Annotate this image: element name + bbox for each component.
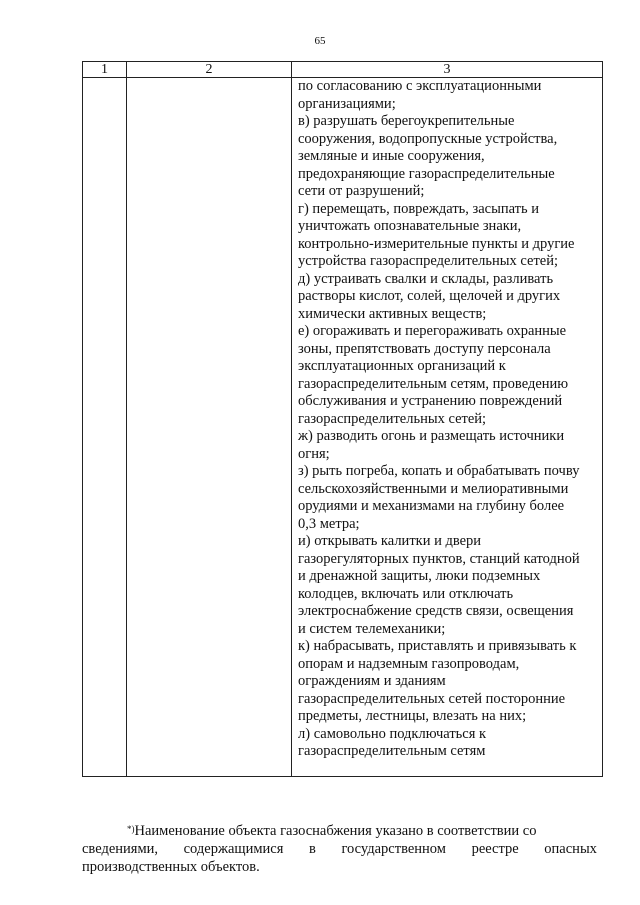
table-cell-col2 xyxy=(127,78,292,777)
text-line: химически активных веществ; xyxy=(298,305,487,322)
text-line: газорегуляторных пунктов, станций катодной xyxy=(298,550,580,567)
footnote-word: реестре xyxy=(471,841,519,857)
text-line: газораспределительным сетям xyxy=(298,743,486,759)
text-line: зоны, препятствовать доступу персонала xyxy=(298,340,551,357)
footnote-word: государственном xyxy=(341,841,446,857)
text-line: д) устраивать свалки и склады, разливать xyxy=(298,270,554,287)
footnote-line-1 xyxy=(82,822,597,840)
column-header-3: 3 xyxy=(292,62,603,78)
table-cell-col1 xyxy=(83,78,127,777)
page-number: 65 xyxy=(314,35,326,47)
text-line: электроснабжение средств связи, освещения xyxy=(298,603,574,619)
prohibitions-text xyxy=(298,78,598,761)
text-line: и систем телемеханики; xyxy=(298,620,446,637)
footnote-mark: *) xyxy=(127,824,135,834)
text-line: в) разрушать берегоукрепительные xyxy=(298,113,515,129)
text-line: 0,3 метра; xyxy=(298,515,360,532)
footnote-word: в xyxy=(309,841,316,857)
footnote-word: сведениями, xyxy=(82,841,159,857)
text-line: контрольно-измерительные пункты и другие xyxy=(298,235,575,252)
footnote-line-3 xyxy=(82,858,597,876)
text-line: газораспределительных сетей; xyxy=(298,410,487,427)
text-line: и дренажной защиты, люки подземных xyxy=(298,568,541,584)
text-line: сельскохозяйственными и мелиоративными xyxy=(298,480,569,497)
text-line: устройства газораспределительных сетей; xyxy=(298,253,559,269)
footnote-text-line-3: производственных объектов. xyxy=(82,859,260,875)
footnote xyxy=(82,822,597,876)
text-line: ж) разводить огонь и размещать источники xyxy=(298,428,565,444)
text-line: земляные и иные сооружения, xyxy=(298,148,485,164)
text-line: г) перемещать, повреждать, засыпать и xyxy=(298,200,540,217)
text-line: колодцев, включать или отключать xyxy=(298,585,514,602)
table-header-row xyxy=(83,62,603,78)
document-table xyxy=(82,61,603,777)
text-line: газораспределительным сетям, проведению xyxy=(298,375,569,392)
text-line: опорам и надземным газопроводам, xyxy=(298,655,520,672)
footnote-word: содержащимися xyxy=(183,841,284,857)
text-line: эксплуатационных организаций к xyxy=(298,358,506,374)
text-line: и) открывать калитки и двери xyxy=(298,533,482,549)
text-line: огня; xyxy=(298,445,330,462)
text-line: л) самовольно подключаться к xyxy=(298,725,487,742)
column-header-2: 2 xyxy=(127,62,292,78)
text-line: сети от разрушений; xyxy=(298,183,425,199)
text-line: по согласованию с эксплуатационными xyxy=(298,78,542,94)
text-line: обслуживания и устранению повреждений xyxy=(298,393,563,409)
text-line: растворы кислот, солей, щелочей и других xyxy=(298,288,561,304)
table-cell-col3 xyxy=(292,78,603,777)
text-line: организациями; xyxy=(298,95,396,112)
text-line: ограждениям и зданиям xyxy=(298,673,446,689)
text-line: к) набрасывать, приставлять и привязывать к xyxy=(298,638,577,654)
text-line: предохраняющие газораспределительные xyxy=(298,165,555,182)
text-line: предметы, лестницы, влезать на них; xyxy=(298,708,527,724)
text-line: газораспределительных сетей посторонние xyxy=(298,690,566,707)
text-line: орудиями и механизмами на глубину более xyxy=(298,498,565,514)
footnote-text-line-1: Наименование объекта газоснабжения указано в соответствии со xyxy=(134,823,537,839)
table-row xyxy=(83,78,603,777)
text-line: уничтожать опознавательные знаки, xyxy=(298,218,522,234)
footnote-line-2 xyxy=(82,840,597,858)
text-line: е) огораживать и перегораживать охранные xyxy=(298,323,567,339)
text-line: сооружения, водопропускные устройства, xyxy=(298,130,558,147)
column-header-1: 1 xyxy=(83,62,127,78)
text-line: з) рыть погреба, копать и обрабатывать почву xyxy=(298,463,580,479)
footnote-word: опасных xyxy=(544,841,597,857)
